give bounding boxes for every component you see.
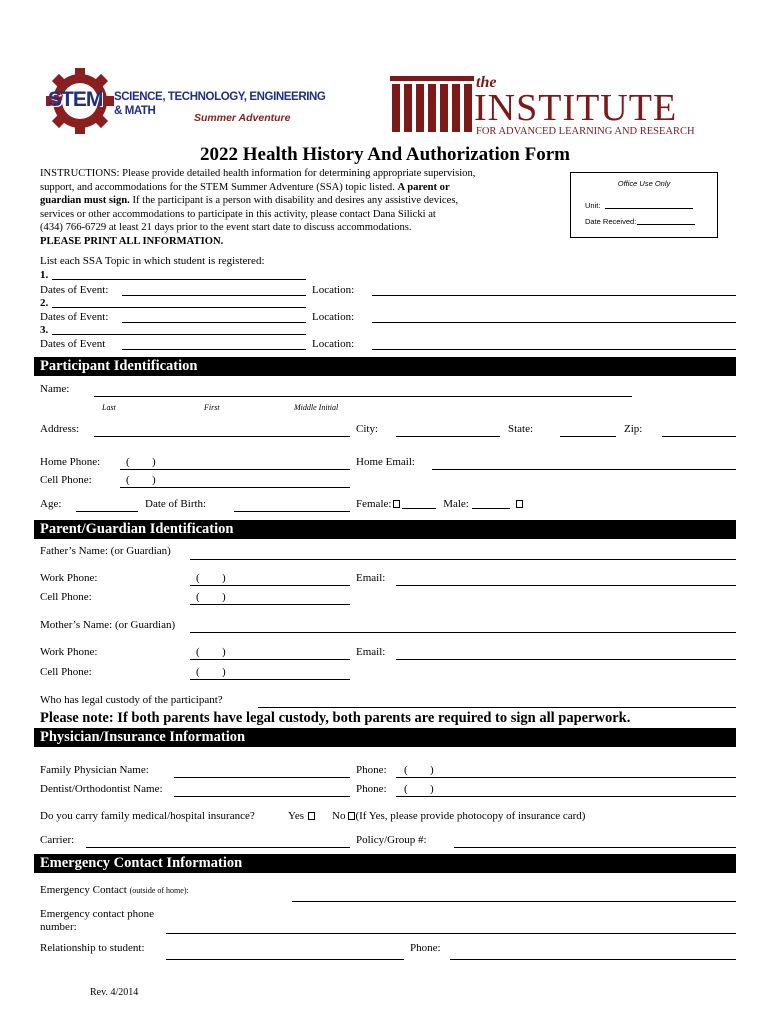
father-email-input[interactable] (396, 585, 736, 586)
institute-pillars (390, 76, 474, 134)
custody-note: Please note: If both parents have legal custody, both parents are required to sign all paperwork. (40, 710, 631, 726)
male-checkbox[interactable] (516, 500, 523, 508)
home-email-input[interactable] (432, 469, 736, 470)
dob-input[interactable] (234, 511, 350, 512)
emergency-phone-2-input[interactable] (450, 959, 736, 960)
cell-phone-input[interactable] (120, 487, 350, 488)
office-use-box: Office Use Only Unit: Date Received: (570, 172, 718, 238)
mother-cell-phone-input[interactable] (190, 679, 350, 680)
legal-custody-input[interactable] (258, 707, 736, 708)
stem-program: Summer Adventure (194, 112, 291, 124)
institute-name: INSTITUTE (474, 87, 678, 129)
institute-the: the (476, 74, 497, 91)
insurance-yes-checkbox[interactable] (308, 812, 315, 820)
female-checkbox[interactable] (393, 500, 400, 508)
father-name-input[interactable] (190, 559, 736, 560)
section-participant: Participant Identification (34, 357, 736, 376)
policy-input[interactable] (454, 847, 736, 848)
carrier-input[interactable] (86, 847, 350, 848)
mother-name-input[interactable] (190, 632, 736, 633)
family-physician-input[interactable] (174, 777, 350, 778)
home-phone-input[interactable] (120, 469, 350, 470)
family-physician-phone-input[interactable] (396, 777, 736, 778)
instructions: INSTRUCTIONS: Please provide detailed health information for determining appropriate supervision, support, and accommodations for the STEM Summer Adventure (SSA) topic listed. A parent or guardian must sign. If the participant is a person with disability and desires any assistive devices, services or other accommodations to participate in this activity, please contact Dana Silicki at (434) 766-6729 at least 21 days prior to the event start date to discuss accommodations. PLEASE PRINT ALL INFORMATION. (40, 168, 476, 247)
stem-logo (42, 68, 332, 134)
form-title: 2022 Health History And Authorization Form (200, 144, 570, 165)
dentist-phone-input[interactable] (396, 796, 736, 797)
city-input[interactable] (396, 436, 500, 437)
age-input[interactable] (76, 511, 138, 512)
dentist-input[interactable] (174, 796, 350, 797)
stem-abbr: STEM (48, 88, 103, 111)
emergency-phone-input[interactable] (166, 933, 736, 934)
section-emergency: Emergency Contact Information (34, 854, 736, 873)
zip-input[interactable] (662, 436, 736, 437)
father-work-phone-input[interactable] (190, 585, 350, 586)
topic-2-location-input[interactable] (372, 322, 736, 323)
mother-work-phone-input[interactable] (190, 659, 350, 660)
topic-2-dates-input[interactable] (122, 322, 306, 323)
section-physician: Physician/Insurance Information (34, 728, 736, 747)
topic-3-input[interactable] (52, 334, 306, 335)
institute-logo (390, 76, 700, 138)
topic-3-dates-input[interactable] (122, 349, 306, 350)
stem-tagline: SCIENCE, TECHNOLOGY, ENGINEERING & MATH (114, 91, 326, 117)
section-parent: Parent/Guardian Identification (34, 520, 736, 539)
topic-1-input[interactable] (52, 279, 306, 280)
topic-3-location-input[interactable] (372, 349, 736, 350)
revision-note: Rev. 4/2014 (90, 987, 139, 998)
office-unit-label: Unit: (585, 201, 601, 210)
office-date-label: Date Received: (585, 217, 637, 226)
topic-1-location-input[interactable] (372, 295, 736, 296)
institute-tagline: FOR ADVANCED LEARNING AND RESEARCH (476, 126, 695, 137)
mother-email-input[interactable] (396, 659, 736, 660)
state-input[interactable] (560, 436, 616, 437)
topic-1-dates-input[interactable] (122, 295, 306, 296)
topics-prompt: List each SSA Topic in which student is registered: (40, 255, 265, 267)
participant-name-input[interactable] (94, 396, 632, 397)
address-input[interactable] (94, 436, 350, 437)
topic-2-input[interactable] (52, 307, 306, 308)
emergency-contact-input[interactable] (292, 901, 736, 902)
relationship-input[interactable] (166, 959, 404, 960)
father-cell-phone-input[interactable] (190, 604, 350, 605)
